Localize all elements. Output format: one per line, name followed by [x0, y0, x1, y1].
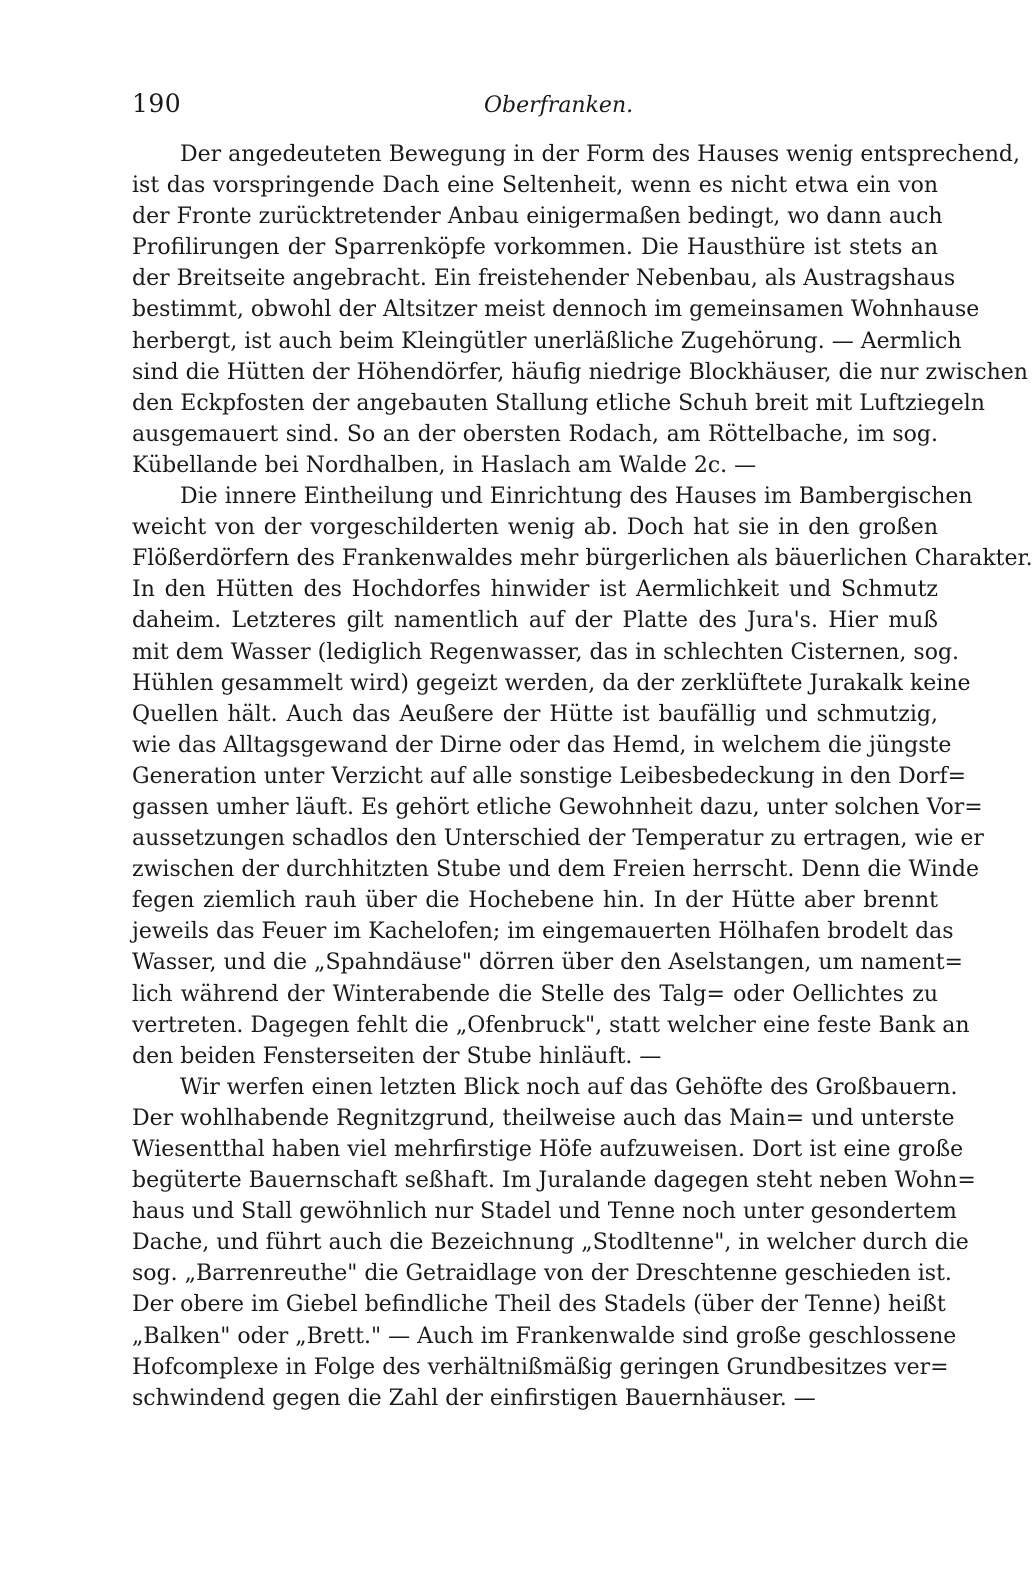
text-line: der Fronte zurücktretender Anbau einigermaßen bedingt, wo dann auch: [132, 204, 943, 230]
text-line: haus und Stall gewöhnlich nur Stadel und Tenne noch unter gesondertem: [132, 1199, 957, 1225]
text-line: Der wohlhabende Regnitzgrund, theilweise auch das Main= und unterste: [132, 1105, 955, 1131]
text-line: daheim. Letzteres gilt namentlich auf der Platte des Jura's. Hier muß: [132, 608, 938, 634]
text-line: herbergt, ist auch beim Kleingütler unerläßliche Zugehörung. — Aermlich: [132, 328, 962, 354]
page-header: [132, 88, 938, 128]
text-line: sind die Hütten der Höhendörfer, häufig niedrige Blockhäuser, die nur zwischen: [132, 359, 1028, 385]
text-line: den beiden Fensterseiten der Stube hinläuft. —: [132, 1043, 662, 1069]
paragraph: [132, 1072, 976, 1414]
text-line: Hühlen gesammelt wird) gegeizt werden, da der zerklüftete Jurakalk keine: [132, 670, 971, 696]
text-line: bestimmt, obwohl der Altsitzer meist dennoch im gemeinsamen Wohnhause: [132, 297, 980, 323]
text-line: wie das Alltagsgewand der Dirne oder das Hemd, in welchem die jüngste: [132, 732, 952, 758]
text-line: „Balken" oder „Brett." — Auch im Frankenwalde sind große geschlossene: [132, 1323, 957, 1349]
body-text: [132, 139, 1033, 1414]
text-line: Die innere Eintheilung und Einrichtung des Hauses im Bambergischen: [180, 484, 973, 510]
page-number: 190: [132, 89, 182, 118]
text-line: Der obere im Giebel befindliche Theil des Stadels (über der Tenne) heißt: [132, 1292, 946, 1318]
running-head: Oberfranken.: [484, 93, 634, 118]
text-line: gassen umher läuft. Es gehört etliche Gewohnheit dazu, unter solchen Vor=: [132, 794, 983, 820]
text-line: Wir werfen einen letzten Blick noch auf das Gehöfte des Großbauern.: [180, 1074, 958, 1100]
text-line: weicht von der vorgeschilderten wenig ab. Doch hat sie in den großen: [132, 515, 938, 541]
text-line: schwindend gegen die Zahl der einfirstigen Bauernhäuser. —: [132, 1385, 816, 1411]
text-line: Quellen hält. Auch das Aeußere der Hütte ist baufällig und schmutzig,: [132, 701, 938, 727]
paragraph: [132, 481, 1033, 1072]
text-line: Wiesentthal haben viel mehrfirstige Höfe aufzuweisen. Dort ist eine große: [132, 1137, 964, 1162]
text-line: sog. „Barrenreuthe" die Getraidlage von der Dreschtenne geschieden ist.: [132, 1261, 952, 1287]
text-line: ist das vorspringende Dach eine Seltenheit, wenn es nicht etwa ein von: [132, 173, 938, 199]
text-line: In den Hütten des Hochdorfes hinwider ist Aermlichkeit und Schmutz: [132, 577, 938, 603]
text-line: den Eckpfosten der angebauten Stallung etliche Schuh breit mit Luftziegeln: [132, 390, 985, 416]
text-line: fegen ziemlich rauh über die Hochebene hin. In der Hütte aber brennt: [132, 888, 938, 914]
text-line: Profilirungen der Sparrenköpfe vorkommen. Die Hausthüre ist stets an: [132, 235, 938, 261]
text-line: Hofcomplexe in Folge des verhältnißmäßig geringen Grundbesitzes ver=: [132, 1354, 949, 1380]
text-line: Flößerdörfern des Frankenwaldes mehr bürgerlichen als bäuerlichen Charakter.: [132, 546, 1033, 572]
text-line: zwischen der durchhitzten Stube und dem Freien herrscht. Denn die Winde: [132, 857, 979, 883]
text-line: mit dem Wasser (lediglich Regenwasser, das in schlechten Cisternen, sog.: [132, 639, 960, 665]
text-line: der Breitseite angebracht. Ein freistehender Nebenbau, als Austragshaus: [132, 266, 956, 292]
text-line: aussetzungen schadlos den Unterschied der Temperatur zu ertragen, wie er: [132, 826, 984, 852]
text-line: ausgemauert sind. So an der obersten Rodach, am Röttelbache, im sog.: [132, 421, 938, 447]
text-line: Der angedeuteten Bewegung in der Form des Hauses wenig entsprechend,: [180, 142, 1021, 167]
text-line: Kübellande bei Nordhalben, in Haslach am Walde 2c. —: [132, 452, 757, 478]
text-line: Generation unter Verzicht auf alle sonstige Leibesbedeckung in den Dorf=: [132, 763, 967, 789]
text-line: begüterte Bauernschaft seßhaft. Im Juralande dagegen steht neben Wohn=: [132, 1168, 976, 1194]
paragraph: [132, 139, 1028, 481]
text-line: Wasser, und die „Spahndäuse" dörren über den Aselstangen, um nament=: [132, 950, 963, 976]
text-line: jeweils das Feuer im Kachelofen; im eingemauerten Hölhafen brodelt das: [132, 919, 954, 945]
text-line: vertreten. Dagegen fehlt die „Ofenbruck", statt welcher eine feste Bank an: [132, 1012, 970, 1038]
text-line: lich während der Winterabende die Stelle des Talg= oder Oellichtes zu: [132, 981, 938, 1007]
text-line: Dache, und führt auch die Bezeichnung „Stodltenne", in welcher durch die: [132, 1230, 969, 1256]
